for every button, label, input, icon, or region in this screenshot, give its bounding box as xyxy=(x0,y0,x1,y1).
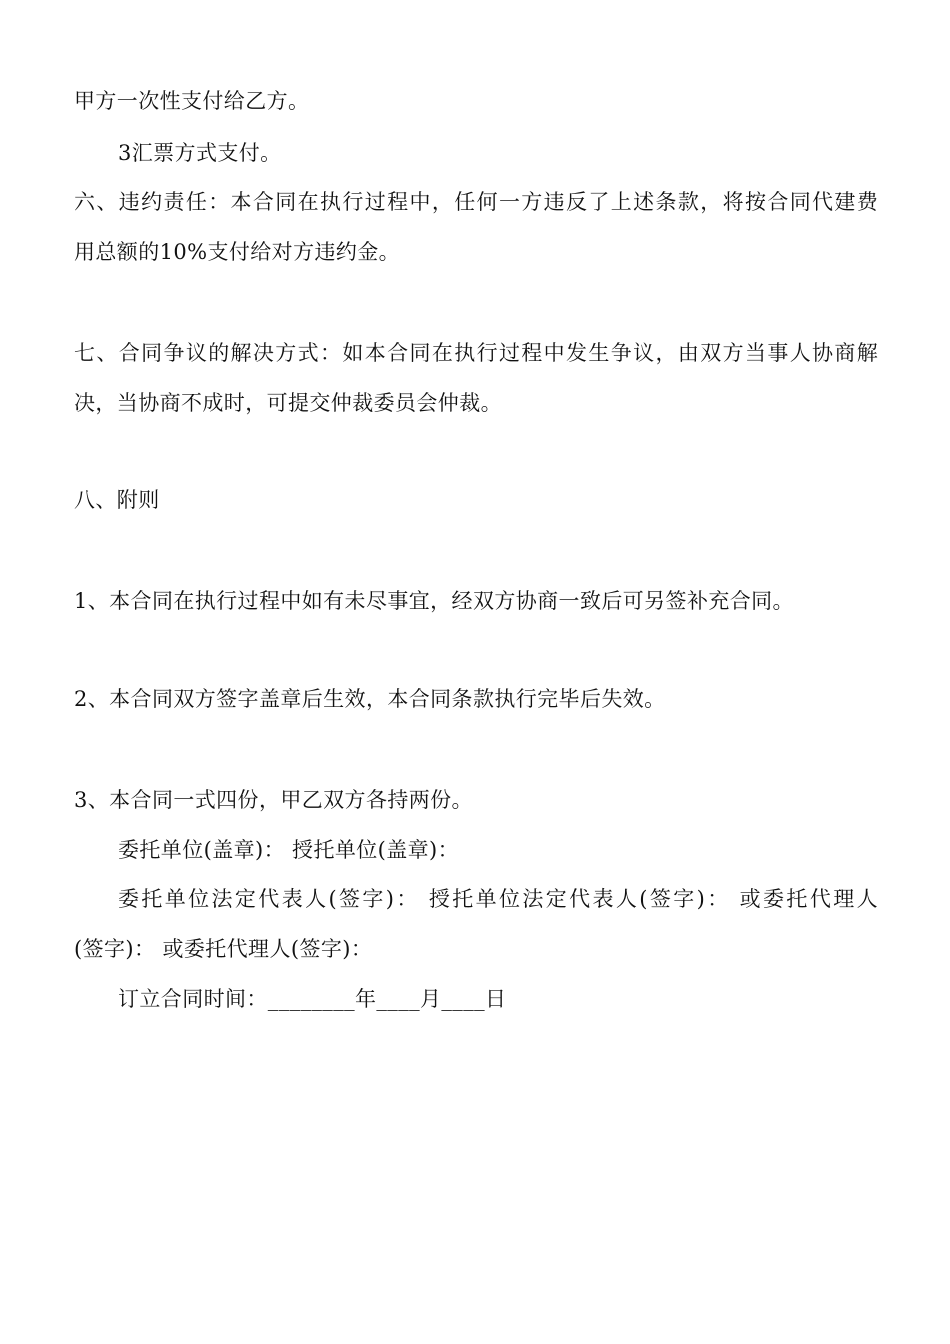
text-line-payment-continued: 甲方一次性支付给乙方。 xyxy=(74,89,310,113)
text-line-seals: 委托单位(盖章)： 授托单位(盖章)： xyxy=(118,838,460,862)
text-line-contract-date: 订立合同时间：________年____月____日 xyxy=(118,987,507,1011)
text-line-signatures: 委托单位法定代表人(签字)： 授托单位法定代表人(签字)： 或委托代理人 xyxy=(118,887,878,911)
text-line-clause-3: 3、本合同一式四份，甲乙双方各持两份。 xyxy=(74,788,473,812)
section-heading-appendix: 八、附则 xyxy=(74,488,160,512)
text-line-dispute-resolution: 七、合同争议的解决方式：如本合同在执行过程中发生争议，由双方当事人协商解 xyxy=(74,341,878,365)
text-line-breach-liability-cont: 用总额的10%支付给对方违约金。 xyxy=(74,240,401,264)
text-line-dispute-resolution-cont: 决，当协商不成时，可提交仲裁委员会仲裁。 xyxy=(74,391,502,415)
text-line-clause-1: 1、本合同在执行过程中如有未尽事宜，经双方协商一致后可另签补充合同。 xyxy=(74,589,794,613)
text-line-breach-liability: 六、违约责任：本合同在执行过程中，任何一方违反了上述条款，将按合同代建费 xyxy=(74,190,878,214)
text-line-clause-2: 2、本合同双方签字盖章后生效，本合同条款执行完毕后失效。 xyxy=(74,687,666,711)
text-line-draft-payment: 3汇票方式支付。 xyxy=(118,141,282,165)
text-line-signatures-cont: (签字)： 或委托代理人(签字)： xyxy=(74,937,373,961)
